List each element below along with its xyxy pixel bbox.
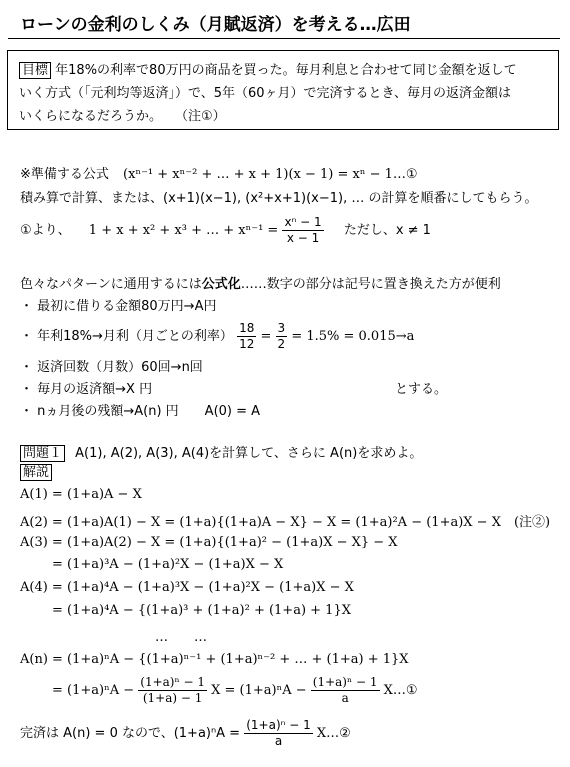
rate-fraction-1: $\frac{18}{12}$ — [239, 321, 255, 351]
solution-fraction-3: $\frac{\text{(1+a)ⁿ − 1}}{a}$ — [246, 718, 311, 748]
problem-line-1: 目標 年18%の利率で80万円の商品を買った。毎月利息と合わせて同じ金額を返して — [19, 59, 517, 79]
solution-line-2: A(2) = (1+a)A(1) − X = (1+a){(1+a)A − X} − X = (1+a)²A − (1+a)X − X (注②) — [20, 515, 551, 530]
bullet-remaining: ・ nヵ月後の残額→A(n) 円 A(0) = A — [20, 404, 261, 419]
prep-fraction: $\frac{\text{xⁿ − 1}}{x - 1}$ — [284, 215, 322, 245]
solution-line-10: 完済は A(n) = 0 なので、(1+a)ⁿA = $\frac{\text{(1+a)ⁿ − 1}}{a}$ X…② — [20, 718, 351, 748]
solution-line-4: = (1+a)³A − (1+a)²X − (1+a)X − X — [52, 557, 284, 572]
bullet-payment-end: とする。 — [395, 382, 448, 397]
solution-tag-line — [20, 464, 52, 481]
prep-line-1: ※準備する公式 (xⁿ⁻¹ + xⁿ⁻² + … + x + 1)(x − 1) = xⁿ − 1…① — [20, 167, 418, 182]
solution-fraction-2: $\frac{\text{(1+a)ⁿ − 1}}{a}$ — [312, 675, 378, 705]
rate-fraction-2: $\frac{3}{2}$ — [277, 321, 286, 351]
solution-line-5: A(4) = (1+a)⁴A − (1+a)³X − (1+a)²X − (1+a)X − X — [20, 580, 354, 595]
solution-fraction-1: $\frac{\text{(1+a)ⁿ − 1}}{(1+a) - 1}$ — [140, 675, 205, 705]
problem-line-2: いく方式（「元利均等返済」）で、5年（60ヶ月）で完済するとき、毎月の返済金額は — [19, 86, 512, 101]
solution-line-8: A(n) = (1+a)ⁿA − {(1+a)ⁿ⁻¹ + (1+a)ⁿ⁻² + … + (1+a) + 1}X — [20, 652, 409, 667]
solution-line-3: A(3) = (1+a)A(2) − X = (1+a){(1+a)² − (1+a)X − X} − X — [20, 535, 398, 550]
bullet-principal: ・ 最初に借りる金額80万円→A円 — [20, 299, 217, 314]
problem1-line: 問題１ A(1), A(2), A(3), A(4)を計算して、さらに A(n)を求めよ。 — [20, 442, 422, 462]
pattern-intro: 色々なパターンに通用するには公式化……数字の部分は記号に置き換えた方が便利 — [20, 277, 501, 292]
solution-line-6: = (1+a)⁴A − {(1+a)³ + (1+a)² + (1+a) + 1}X — [52, 603, 351, 618]
solution-line-1: A(1) = (1+a)A − X — [20, 487, 142, 502]
solution-ellipsis: … … — [155, 630, 208, 645]
problem1-tag: 問題１ — [20, 445, 65, 462]
bullet-count: ・ 返済回数（月数）60回→n回 — [20, 360, 203, 375]
problem-box — [7, 50, 559, 130]
solution-line-9: = (1+a)ⁿA − $\frac{\text{(1+a)ⁿ − 1}}{(1+a) - 1}$ X = (1+a)ⁿA − $\frac{\text{(1+a)ⁿ − 1}}{a}$ X…① — [52, 675, 418, 705]
problem-line-3: いくらになるだろうか。 （注①） — [19, 109, 226, 124]
goal-tag: 目標 — [19, 62, 51, 79]
page-title: ローンの金利のしくみ（月賦返済）を考える…広田 — [20, 15, 411, 35]
prep-line-3: ①より、 1 + x + x² + x³ + … + xⁿ⁻¹ = $\frac{\text{xⁿ − 1}}{x - 1}$ ただし、x ≠ 1 — [20, 215, 431, 245]
title-underline — [8, 38, 560, 39]
bullet-rate: ・ 年利18%→月利（月ごとの利率） $\frac{18}{12}$ = $\frac{3}{2}$ = 1.5% = 0.015→a — [20, 321, 415, 351]
prep-line-2: 積み算で計算、または、(x+1)(x−1), (x²+x+1)(x−1), … の計算を順番にしてもらう。 — [20, 191, 538, 206]
solution-tag: 解説 — [20, 464, 52, 481]
bullet-payment: ・ 毎月の返済額→X 円 — [20, 382, 153, 397]
prep-formula: (xⁿ⁻¹ + xⁿ⁻² + … + x + 1)(x − 1) = xⁿ − 1…① — [123, 167, 418, 182]
